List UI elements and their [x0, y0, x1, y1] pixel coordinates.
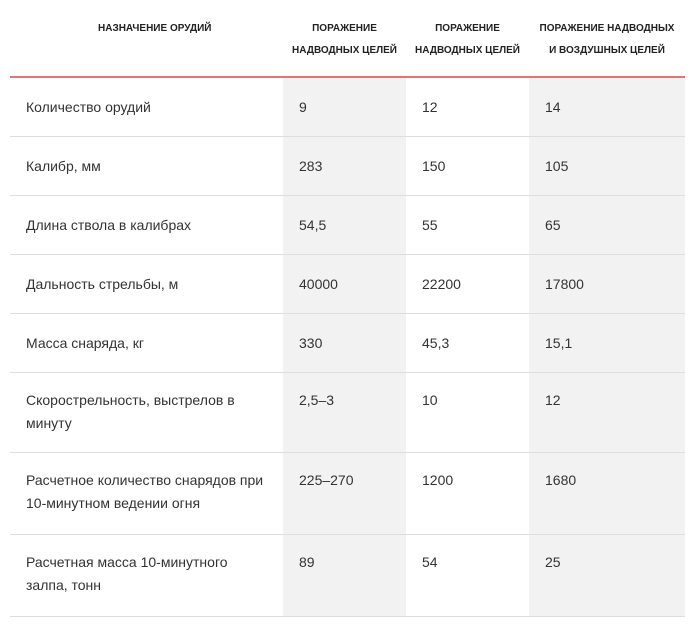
header-cell-surface-targets-2: ПОРАЖЕНИЕ НАДВОДНЫХ ЦЕЛЕЙ: [415, 23, 520, 56]
row-value: 54,5: [283, 196, 406, 254]
table-row: [10, 314, 685, 373]
row-value: 283: [283, 137, 406, 195]
table-header-row: [10, 0, 685, 78]
row-value: 54: [422, 554, 438, 570]
row-value: 17800: [529, 255, 685, 313]
row-value: 150: [422, 158, 446, 174]
row-value: 65: [529, 196, 685, 254]
row-value: 2,5–3: [283, 373, 406, 452]
row-value: 40000: [283, 255, 406, 313]
row-value: 14: [529, 78, 685, 136]
table-row: [10, 78, 685, 137]
row-value: 45,3: [422, 335, 450, 351]
row-value: 10: [422, 392, 438, 408]
row-value: 225–270: [283, 453, 406, 534]
row-label: Скорострельность, выстрелов в минуту: [26, 392, 235, 431]
row-value: 55: [422, 217, 438, 233]
row-value: 12: [529, 373, 685, 452]
row-value: 1200: [422, 472, 454, 488]
row-label: Длина ствола в калибрах: [26, 217, 192, 233]
row-label: Расчетное количество снарядов при 10-минутном ведении огня: [26, 472, 264, 511]
table-row: [10, 137, 685, 196]
row-label: Дальность стрельбы, м: [26, 276, 179, 292]
row-label: Калибр, мм: [26, 158, 101, 174]
row-value: 12: [422, 99, 438, 115]
row-label: Масса снаряда, кг: [26, 335, 144, 351]
row-value: 22200: [422, 276, 461, 292]
table-row: [10, 453, 685, 535]
row-value: 89: [283, 535, 406, 616]
row-value: 9: [283, 78, 406, 136]
row-value: 1680: [529, 453, 685, 534]
table-row: [10, 535, 685, 617]
row-value: 25: [529, 535, 685, 616]
row-value: 330: [283, 314, 406, 372]
row-label: Количество орудий: [26, 99, 151, 115]
table-row: [10, 196, 685, 255]
guns-table: [10, 0, 685, 617]
table-row: [10, 255, 685, 314]
header-cell-surface-targets-1: ПОРАЖЕНИЕ НАДВОДНЫХ ЦЕЛЕЙ: [283, 0, 406, 76]
table-row: [10, 373, 685, 453]
header-cell-surface-air-targets: ПОРАЖЕНИЕ НАДВОДНЫХ И ВОЗДУШНЫХ ЦЕЛЕЙ: [529, 0, 685, 76]
row-label: Расчетная масса 10-минутного залпа, тонн: [26, 554, 228, 593]
row-value: 105: [529, 137, 685, 195]
header-cell-purpose: НАЗНАЧЕНИЕ ОРУДИЙ: [98, 23, 212, 34]
row-value: 15,1: [529, 314, 685, 372]
